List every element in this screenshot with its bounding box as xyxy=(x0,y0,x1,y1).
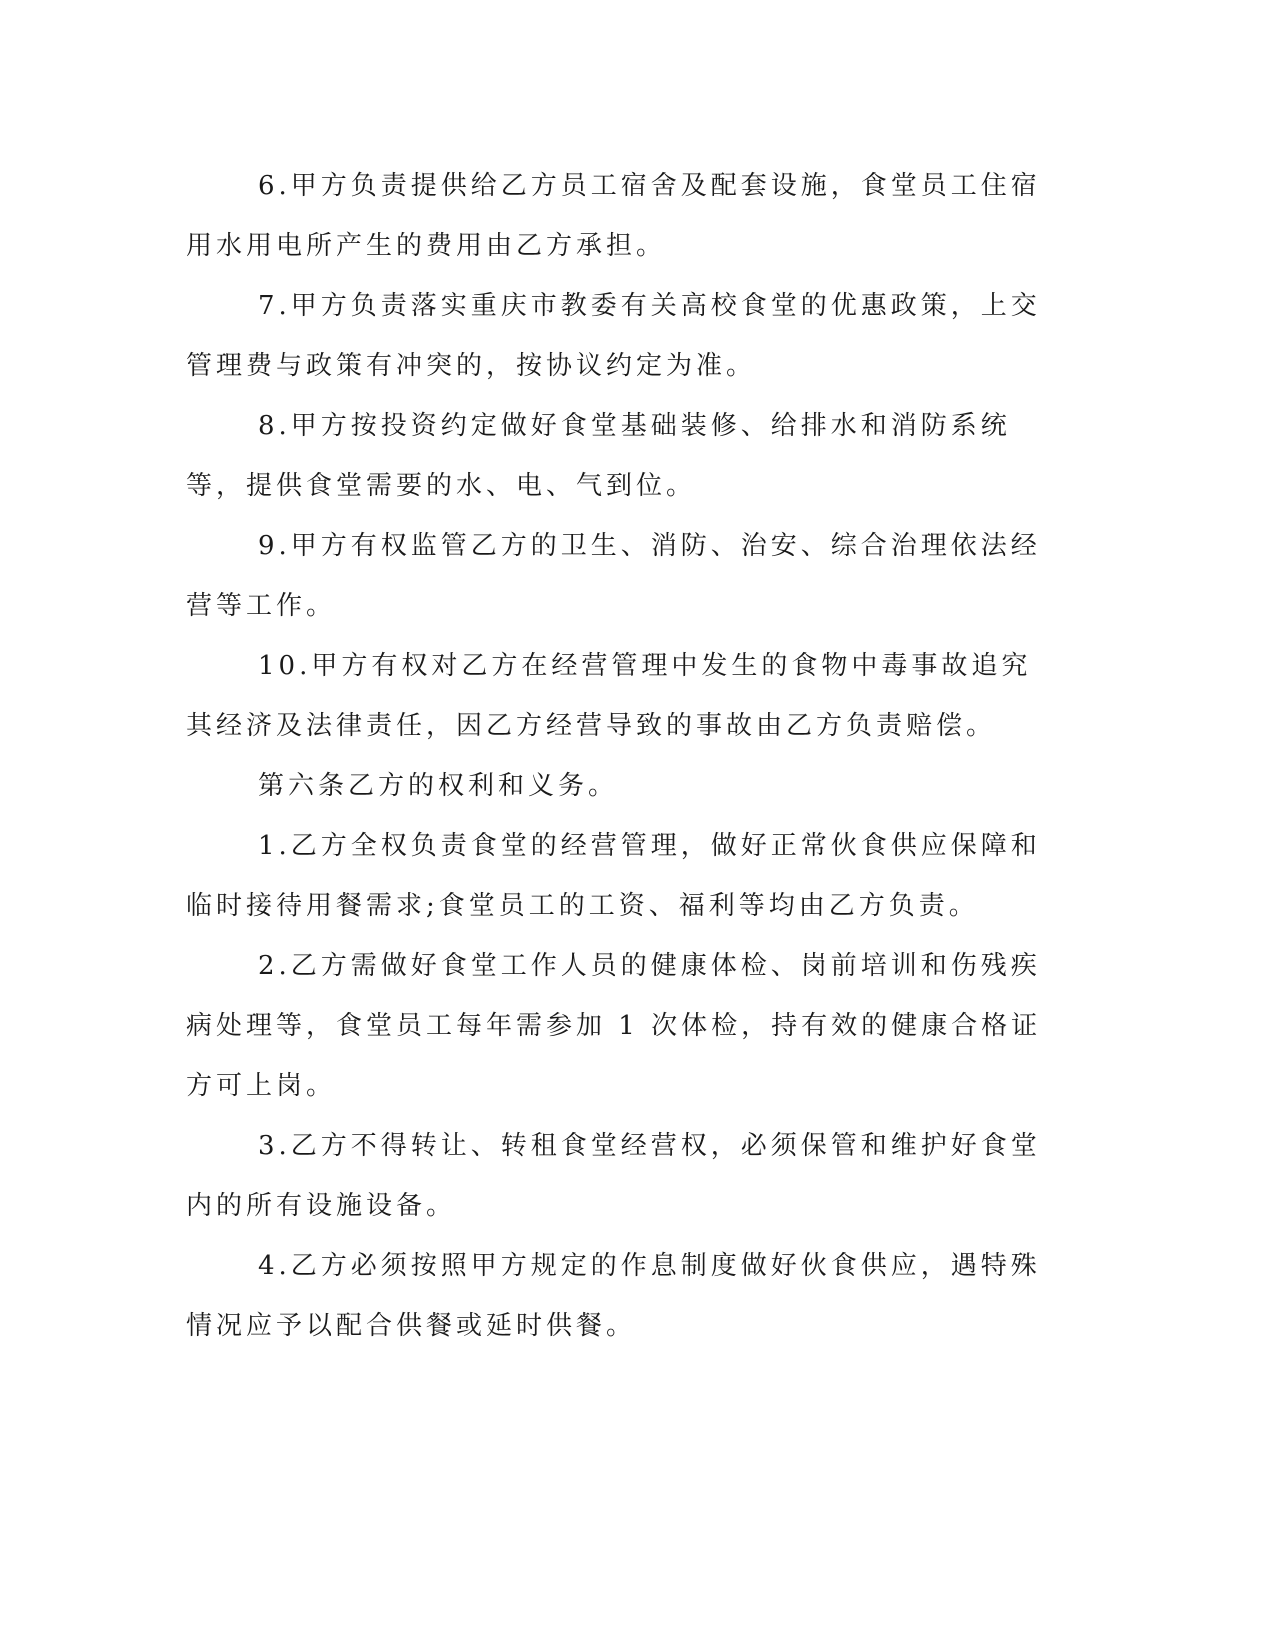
clause-paragraph-8: 8.甲方按投资约定做好食堂基础装修、给排水和消防系统等，提供食堂需要的水、电、气到位。 xyxy=(186,411,1011,501)
article-six-heading: 第六条乙方的权利和义务。 xyxy=(258,771,619,801)
party-b-paragraph-2: 2.乙方需做好食堂工作人员的健康体检、岗前培训和伤残疾病处理等，食堂员工每年需参加 1 次体检，持有效的健康合格证方可上岗。 xyxy=(186,951,1042,1101)
clause-paragraph-9: 9.甲方有权监管乙方的卫生、消防、治安、综合治理依法经营等工作。 xyxy=(186,531,1041,621)
party-b-paragraph-4: 4.乙方必须按照甲方规定的作息制度做好伙食供应，遇特殊情况应予以配合供餐或延时供餐。 xyxy=(186,1251,1041,1341)
document-body xyxy=(186,156,1060,1356)
clause-paragraph-7: 7.甲方负责落实重庆市教委有关高校食堂的优惠政策，上交管理费与政策有冲突的，按协议约定为准。 xyxy=(186,291,1041,381)
clause-paragraph-10: 10.甲方有权对乙方在经营管理中发生的食物中毒事故追究其经济及法律责任，因乙方经营导致的事故由乙方负责赔偿。 xyxy=(186,651,1032,741)
party-b-paragraph-1: 1.乙方全权负责食堂的经营管理，做好正常伙食供应保障和临时接待用餐需求;食堂员工的工资、福利等均由乙方负责。 xyxy=(186,831,1041,921)
clause-paragraph-6: 6.甲方负责提供给乙方员工宿舍及配套设施，食堂员工住宿用水用电所产生的费用由乙方承担。 xyxy=(186,171,1041,261)
party-b-paragraph-3: 3.乙方不得转让、转租食堂经营权，必须保管和维护好食堂内的所有设施设备。 xyxy=(186,1131,1041,1221)
